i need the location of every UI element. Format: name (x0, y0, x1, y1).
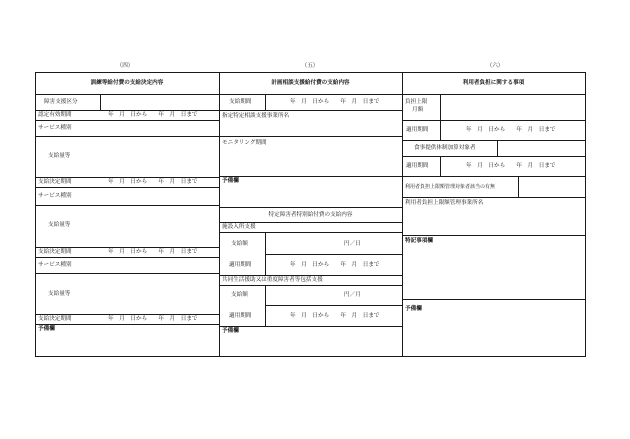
col6-remarks-label: 予備欄 (405, 306, 422, 312)
plan-consultation-title: 計画相談支援給付費の支給内容 (271, 80, 350, 86)
supply-period-value: 年 月 日から 年 月 日まで (290, 99, 380, 105)
frame-bottom (35, 356, 586, 357)
applicable-period-1-value-col6: 年 月 日から 年 月 日まで (466, 127, 556, 133)
frame-top (35, 72, 586, 73)
decision-period-3-value: 年 月 日から 年 月 日まで (108, 316, 198, 322)
supply-amount-2-label: 支給量等 (48, 222, 71, 228)
column-header-6: （六） (486, 63, 504, 69)
supply-amount-2-unit: 円／月 (344, 292, 361, 298)
supply-amount-2-label-col5: 支給額 (231, 292, 248, 298)
supply-amount-1-unit: 円／日 (344, 241, 361, 247)
col5-remarks-2-label: 予備欄 (222, 328, 239, 334)
disability-category-label: 障害支援区分 (44, 99, 78, 105)
meal-target-label: 食事提供体制加算対象者 (414, 145, 476, 151)
burden-limit-label-line1: 負担上限 (405, 99, 428, 105)
applicable-period-1-value-col5: 年 月 日から 年 月 日まで (290, 262, 380, 268)
frame-right (585, 72, 586, 357)
decision-period-2-value: 年 月 日から 年 月 日まで (108, 249, 198, 255)
applicable-period-1-label-col6: 適用期間 (406, 127, 429, 133)
applicable-period-2-label-col5: 適用期間 (229, 313, 252, 319)
approval-period-value: 年 月 日から 年 月 日まで (108, 112, 198, 118)
col4-remarks-label: 予備欄 (38, 326, 55, 332)
burden-management-flag-label: 利用者負担上限額管理対象者該当の有無 (405, 184, 496, 190)
burden-management-office-label: 利用者負担上限額管理事業所名 (405, 200, 484, 206)
column-header-5: （五） (301, 63, 319, 69)
decision-period-1-label: 支給決定期間 (38, 179, 72, 185)
decision-period-3-label: 支給決定期間 (38, 316, 72, 322)
monitoring-period-label: モニタリング期間 (222, 140, 267, 146)
approval-period-label: 認定有効期間 (38, 112, 72, 118)
facility-support-label: 施設入所支援 (222, 224, 256, 230)
designated-office-label: 指定特定相談支援事業所名 (222, 113, 290, 119)
decision-period-2-label: 支給決定期間 (38, 249, 72, 255)
column-header-4: （四） (116, 63, 134, 69)
applicable-period-2-value-col5: 年 月 日から 年 月 日まで (290, 313, 380, 319)
supply-period-label: 支給期間 (229, 99, 252, 105)
supply-amount-1-label: 支給量等 (48, 153, 71, 159)
supply-amount-1-label-col5: 支給額 (231, 241, 248, 247)
col5-remarks-1-label: 予備欄 (222, 178, 239, 184)
service-type-1-label: サービス種別 (38, 125, 72, 131)
applicable-period-1-label-col5: 適用期間 (229, 262, 252, 268)
supply-amount-3-label: 支給量等 (48, 291, 71, 297)
service-type-2-label: サービス種別 (38, 193, 72, 199)
decision-period-1-value: 年 月 日から 年 月 日まで (108, 179, 198, 185)
burden-limit-label-line2: 月額 (412, 107, 424, 113)
frame-divider-5-6 (402, 72, 403, 357)
user-burden-title: 利用者負担に関する事項 (462, 80, 525, 86)
applicable-period-2-label-col6: 適用期間 (406, 163, 429, 169)
group-home-label: 共同生活援助又は重度障害者等包括支援 (222, 277, 323, 283)
applicable-period-2-value-col6: 年 月 日から 年 月 日まで (466, 163, 556, 169)
special-notes-label: 特記事項欄 (405, 238, 433, 244)
service-type-3-label: サービス種別 (38, 262, 72, 268)
training-benefits-title: 訓練等給付費の支給決定内容 (90, 80, 164, 86)
special-benefits-title: 特定障害者特別給付費の支給内容 (268, 212, 353, 218)
